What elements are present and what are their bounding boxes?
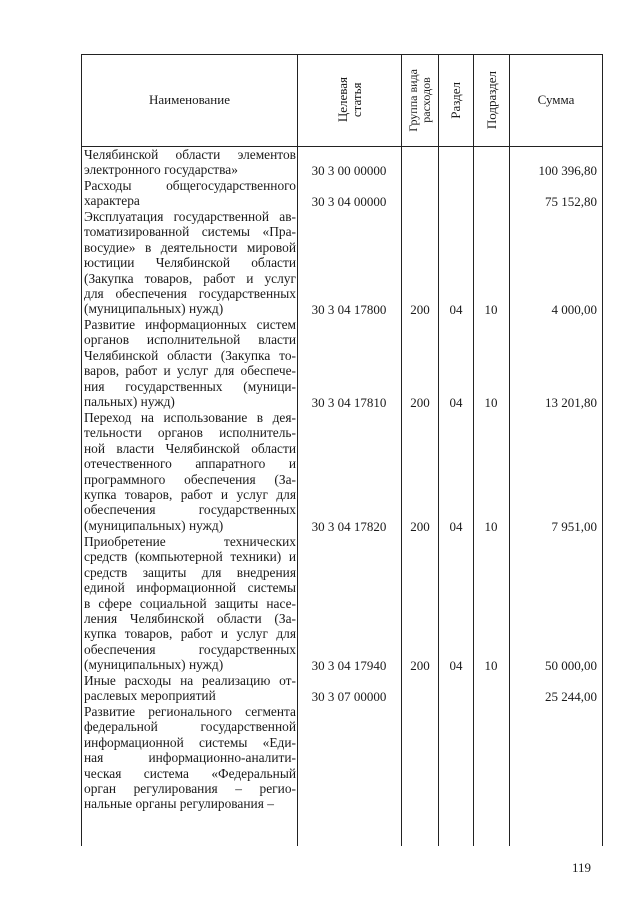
row-name [84, 317, 296, 409]
header-name [82, 54, 297, 146]
table-row [81, 704, 603, 846]
name-line: федеральной государственной [84, 719, 296, 735]
sum-cell: 13 201,80 [545, 394, 597, 410]
name-line: Челябинской области элементов [84, 147, 296, 162]
name-line: органов исполнительной власти [84, 332, 296, 348]
name-line: электронного государства» [84, 162, 238, 178]
table-row [81, 534, 603, 673]
name-line: варов, работ и услуг для обеспече- [84, 363, 296, 379]
sum-cell: 75 152,80 [545, 193, 597, 209]
name-line: тельности органов исполнитель- [84, 425, 296, 441]
header-section [439, 54, 473, 146]
subsection-cell: 10 [484, 301, 498, 317]
name-line: для обеспечения государственных [84, 285, 296, 301]
name-line: ной власти Челябинской области [84, 440, 296, 456]
name-line: Челябинской области (Закупка то- [84, 347, 296, 363]
name-line: единой информационной системы [84, 580, 296, 596]
expense-group-cell: 200 [410, 518, 430, 534]
page-number: 119 [572, 860, 592, 875]
name-line: ления Челябинской области (За- [84, 610, 296, 626]
name-line: пальных) нужд) [84, 393, 175, 409]
name-line: Развитие информационных систем [84, 317, 296, 332]
row-name [84, 534, 296, 673]
name-line: Расходы общегосударственного [84, 178, 296, 193]
target-article-cell: 30 3 04 17820 [311, 518, 387, 534]
name-line: обеспечения государственных [84, 502, 296, 518]
header-expense-group-label: Группа вида расходов [406, 68, 433, 132]
name-line: купка товаров, работ и услуг для [84, 486, 296, 502]
section-cell: 04 [449, 394, 463, 410]
section-cell: 04 [449, 518, 463, 534]
table-row [81, 410, 603, 534]
name-line: нальные органы регулирования – [84, 796, 274, 812]
row-name [84, 673, 296, 704]
table-row [81, 147, 603, 178]
sum-cell: 25 244,00 [545, 688, 597, 704]
name-line: Эксплуатация государственной ав- [84, 209, 296, 224]
name-line: средств (компьютерной техники) и [84, 549, 296, 565]
sum-cell: 4 000,00 [551, 301, 597, 317]
header-subsection-label: Подраздел [483, 70, 499, 130]
sum-cell: 7 951,00 [551, 518, 597, 534]
name-line: (муниципальных) нужд) [84, 517, 224, 533]
row-name [84, 147, 296, 178]
target-article-cell: 30 3 04 17810 [311, 394, 387, 410]
target-article-cell: 30 3 00 00000 [311, 162, 387, 178]
expense-group-cell: 200 [410, 301, 430, 317]
name-line: в сфере социальной защиты насе- [84, 595, 296, 611]
target-article-cell: 30 3 04 17940 [311, 657, 387, 673]
name-line: ная информационно-аналити- [84, 750, 296, 766]
name-line: обеспечения государственных [84, 641, 296, 657]
header-target-article-label: Целевая статья [334, 77, 364, 123]
sum-cell: 50 000,00 [545, 657, 597, 673]
name-line: купка товаров, работ и услуг для [84, 626, 296, 642]
budget-table [81, 54, 603, 846]
table-row [81, 178, 603, 209]
expense-group-cell: 200 [410, 657, 430, 673]
name-line: томатизированной системы «Пра- [84, 224, 296, 240]
subsection-cell: 10 [484, 657, 498, 673]
name-line: раслевых мероприятий [84, 688, 216, 704]
header-target-article [298, 54, 401, 146]
target-article-cell: 30 3 07 00000 [311, 688, 387, 704]
row-name [84, 410, 296, 533]
name-line: информационной системы «Еди- [84, 734, 296, 750]
header-sum-label: Сумма [537, 92, 575, 107]
subsection-cell: 10 [484, 518, 498, 534]
target-article-cell: 30 3 04 17800 [311, 301, 387, 317]
name-line: восудие» в деятельности мировой [84, 239, 296, 255]
row-name [84, 178, 296, 209]
name-line: (Закупка товаров, работ и услуг [84, 270, 296, 286]
header-expense-group [402, 54, 438, 146]
section-cell: 04 [449, 301, 463, 317]
section-cell: 04 [449, 657, 463, 673]
name-line: юстиции Челябинской области [84, 255, 296, 271]
name-line: программного обеспечения (За- [84, 471, 296, 487]
table-row [81, 673, 603, 704]
target-article-cell: 30 3 04 00000 [311, 193, 387, 209]
name-line: (муниципальных) нужд) [84, 657, 224, 673]
name-line: Приобретение технических [84, 534, 296, 549]
name-line: ния государственных (муници- [84, 378, 296, 394]
expense-group-cell: 200 [410, 394, 430, 410]
name-line: Переход на использование в дея- [84, 410, 296, 425]
name-line: Иные расходы на реализацию от- [84, 673, 296, 688]
name-line: орган регулирования – регио- [84, 780, 296, 796]
row-name [84, 209, 296, 317]
table-row [81, 209, 603, 317]
name-line: отечественного аппаратного и [84, 456, 296, 472]
name-line: Развитие регионального сегмента [84, 704, 296, 719]
name-line: характера [84, 193, 140, 209]
sum-cell: 100 396,80 [538, 162, 597, 178]
header-subsection [474, 54, 509, 146]
subsection-cell: 10 [484, 394, 498, 410]
header-sum [510, 54, 602, 146]
name-line: ческая система «Федеральный [84, 765, 296, 781]
row-name [84, 704, 296, 812]
name-line: (муниципальных) нужд) [84, 301, 224, 317]
table-row [81, 317, 603, 410]
header-name-label: Наименование [149, 92, 230, 107]
name-line: средств защиты для внедрения [84, 564, 296, 580]
header-section-label: Раздел [448, 81, 463, 119]
